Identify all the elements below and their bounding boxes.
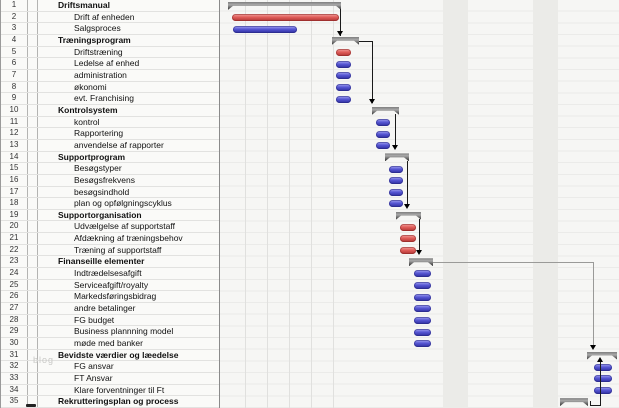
task-name-cell[interactable]: FG budget <box>74 314 115 325</box>
table-row[interactable] <box>1 117 219 129</box>
task-name-cell[interactable]: FT Ansvar <box>74 373 113 383</box>
task-bar[interactable] <box>594 375 612 382</box>
task-name-cell[interactable]: Indtrædelsesafgift <box>74 268 142 279</box>
task-name-cell[interactable]: Supportprogram <box>58 151 126 162</box>
task-name-cell[interactable]: Finanseille elementer <box>58 256 145 267</box>
indicator-cell[interactable] <box>28 35 38 46</box>
link-arrowhead-icon <box>369 99 375 104</box>
table-row[interactable] <box>1 58 219 70</box>
row-number-cell[interactable]: 25 <box>1 280 28 291</box>
indicator-cell[interactable] <box>28 373 38 384</box>
table-row[interactable] <box>1 268 219 280</box>
task-name-cell[interactable]: Driftstræning <box>74 46 123 57</box>
link-arrowhead-icon <box>597 357 603 362</box>
row-number-cell[interactable]: 31 <box>1 350 28 361</box>
task-bar[interactable] <box>376 131 390 138</box>
indicator-cell[interactable] <box>28 175 38 186</box>
row-number-cell[interactable]: 20 <box>1 221 28 232</box>
task-bar[interactable] <box>414 317 431 324</box>
indicator-cell[interactable] <box>28 128 38 139</box>
task-bar[interactable] <box>336 84 351 91</box>
link-line <box>590 401 591 406</box>
table-row[interactable] <box>1 0 219 12</box>
indicator-cell[interactable] <box>28 12 38 23</box>
row-number-cell[interactable]: 8 <box>1 82 28 93</box>
row-number-cell[interactable]: 12 <box>1 128 28 139</box>
chart-gridline-vertical <box>333 0 334 408</box>
task-bar[interactable] <box>414 294 431 301</box>
task-bar[interactable] <box>594 364 612 371</box>
row-number-cell[interactable]: 22 <box>1 245 28 256</box>
indicator-cell[interactable] <box>28 291 38 302</box>
link-line <box>433 262 593 263</box>
row-number-cell[interactable]: 7 <box>1 70 28 81</box>
row-number-cell[interactable]: 3 <box>1 23 28 34</box>
indicator-cell[interactable] <box>28 326 38 337</box>
row-number-cell[interactable]: 30 <box>1 338 28 349</box>
indicator-cell[interactable] <box>28 233 38 244</box>
task-name-cell[interactable]: Besøgstyper <box>74 163 122 174</box>
table-row[interactable] <box>1 385 219 397</box>
link-line <box>372 41 373 103</box>
task-name-cell[interactable]: Ledelse af enhed <box>74 58 140 69</box>
table-row[interactable] <box>1 82 219 94</box>
row-number-cell[interactable]: 34 <box>1 385 28 396</box>
indicator-cell[interactable] <box>28 152 38 163</box>
indicator-cell[interactable] <box>28 23 38 34</box>
link-line <box>419 219 420 253</box>
chart-gridline-vertical <box>267 0 268 408</box>
task-bar[interactable] <box>414 305 431 312</box>
indicator-cell[interactable] <box>28 163 38 174</box>
indicator-cell[interactable] <box>28 93 38 104</box>
task-bar[interactable] <box>594 387 612 394</box>
row-number-cell[interactable]: 9 <box>1 93 28 104</box>
row-number-cell[interactable]: 10 <box>1 105 28 116</box>
watermark-text: blog <box>33 355 55 365</box>
task-bar[interactable] <box>414 282 431 289</box>
table-row[interactable] <box>1 47 219 59</box>
task-name-cell[interactable]: Drift af enheden <box>74 11 135 22</box>
task-bar[interactable] <box>414 340 431 347</box>
task-bar[interactable] <box>414 329 431 336</box>
indicator-cell[interactable] <box>28 210 38 221</box>
table-row[interactable] <box>1 93 219 105</box>
task-bar[interactable] <box>389 200 403 207</box>
task-name-cell[interactable]: Bevidste værdier og læedelse <box>58 349 179 360</box>
task-bar[interactable] <box>376 142 390 149</box>
table-row[interactable] <box>1 338 219 350</box>
table-row[interactable] <box>1 23 219 35</box>
row-number-cell[interactable]: 16 <box>1 175 28 186</box>
table-row[interactable] <box>1 187 219 199</box>
table-row[interactable] <box>1 175 219 187</box>
indicator-cell[interactable] <box>28 280 38 291</box>
row-number-cell[interactable]: 5 <box>1 47 28 58</box>
table-row[interactable] <box>1 152 219 164</box>
task-bar[interactable] <box>336 61 351 68</box>
row-number-cell[interactable]: 33 <box>1 373 28 384</box>
task-bar[interactable] <box>376 119 390 126</box>
table-row[interactable] <box>1 291 219 303</box>
table-row[interactable] <box>1 210 219 222</box>
task-name-cell[interactable]: andre betalinger <box>74 303 136 314</box>
task-bar[interactable] <box>400 224 416 231</box>
row-number-cell[interactable]: 24 <box>1 268 28 279</box>
indicator-cell[interactable] <box>28 256 38 267</box>
task-name-cell[interactable]: FG ansvar <box>74 361 114 372</box>
task-name-cell[interactable]: Kontrolsystem <box>58 104 118 115</box>
task-bar[interactable] <box>336 96 351 103</box>
row-number-cell[interactable]: 6 <box>1 58 28 69</box>
task-name-cell[interactable]: Driftsmanual <box>58 0 110 10</box>
task-bar[interactable] <box>336 49 351 56</box>
task-name-cell[interactable]: besøgsindhold <box>74 186 130 197</box>
indicator-cell[interactable] <box>28 315 38 326</box>
chart-gridline-vertical <box>245 0 246 408</box>
table-row[interactable] <box>1 326 219 338</box>
link-arrowhead-icon <box>404 204 410 209</box>
link-arrowhead-icon <box>416 250 422 255</box>
indicator-cell[interactable] <box>28 47 38 58</box>
task-name-cell[interactable]: Træning af supportstaff <box>74 244 162 255</box>
link-arrowhead-icon <box>337 31 343 36</box>
table-row[interactable] <box>1 163 219 175</box>
task-name-cell[interactable]: evt. Franchising <box>74 93 134 104</box>
row-number-cell[interactable]: 21 <box>1 233 28 244</box>
table-row[interactable] <box>1 198 219 210</box>
indicator-cell[interactable] <box>28 117 38 128</box>
task-bar[interactable] <box>232 14 339 21</box>
indicator-cell[interactable] <box>28 82 38 93</box>
link-line <box>590 405 601 406</box>
task-name-cell[interactable]: Udvælgelse af supportstaff <box>74 221 175 232</box>
task-name-cell[interactable]: Klare forventninger til Ft <box>74 384 165 395</box>
task-name-cell[interactable]: Afdækning af træningsbehov <box>74 233 183 244</box>
task-name-cell[interactable]: Salgsproces <box>74 23 121 34</box>
task-bar[interactable] <box>389 166 403 173</box>
task-bar[interactable] <box>414 270 431 277</box>
indicator-cell[interactable] <box>28 187 38 198</box>
row-number-cell[interactable]: 29 <box>1 326 28 337</box>
indicator-cell[interactable] <box>28 385 38 396</box>
chart-weekend-band <box>533 0 558 408</box>
row-number-cell[interactable]: 15 <box>1 163 28 174</box>
task-name-cell[interactable]: anvendelse af rapporter <box>74 139 164 150</box>
indicator-cell[interactable] <box>28 198 38 209</box>
row-number-cell[interactable]: 18 <box>1 198 28 209</box>
task-name-cell[interactable]: møde med banker <box>74 338 143 349</box>
task-table <box>0 0 220 408</box>
task-name-cell[interactable]: Rekrutteringsplan og process <box>58 396 179 407</box>
partial-row-marker <box>26 404 36 407</box>
table-row[interactable] <box>1 35 219 47</box>
row-number-cell[interactable]: 11 <box>1 117 28 128</box>
row-number-cell[interactable]: 2 <box>1 12 28 23</box>
task-bar[interactable] <box>389 189 403 196</box>
table-row[interactable] <box>1 256 219 268</box>
task-name-cell[interactable]: administration <box>74 69 127 80</box>
table-row[interactable] <box>1 280 219 292</box>
indicator-cell[interactable] <box>28 0 38 11</box>
chart-weekend-band <box>443 0 468 408</box>
row-number-cell[interactable]: 28 <box>1 315 28 326</box>
indicator-cell[interactable] <box>28 140 38 151</box>
indicator-cell[interactable] <box>28 268 38 279</box>
indicator-cell[interactable] <box>28 105 38 116</box>
task-name-cell[interactable]: Besøgsfrekvens <box>74 174 135 185</box>
indicator-cell[interactable] <box>28 70 38 81</box>
task-name-cell[interactable]: Business plannning model <box>74 326 174 337</box>
task-bar[interactable] <box>400 235 416 242</box>
indicator-cell[interactable] <box>28 338 38 349</box>
link-line <box>593 262 594 348</box>
link-arrowhead-icon <box>392 145 398 150</box>
indicator-cell[interactable] <box>28 245 38 256</box>
task-bar[interactable] <box>233 26 297 33</box>
task-bar[interactable] <box>400 247 416 254</box>
task-bar[interactable] <box>336 72 351 79</box>
row-number-cell[interactable]: 4 <box>1 35 28 46</box>
task-name-cell[interactable]: plan og opfølgningscyklus <box>74 198 172 209</box>
chart-gridline-vertical <box>311 0 312 408</box>
table-row[interactable] <box>1 315 219 327</box>
task-name-cell[interactable]: Supportorganisation <box>58 209 142 220</box>
table-row[interactable] <box>1 128 219 140</box>
link-line <box>600 362 601 406</box>
chart-gridline-vertical <box>289 0 290 408</box>
task-name-cell[interactable]: Rapportering <box>74 128 124 139</box>
link-arrowhead-icon <box>590 345 596 350</box>
task-bar[interactable] <box>389 177 403 184</box>
row-number-cell[interactable]: 17 <box>1 187 28 198</box>
row-number-cell[interactable]: 32 <box>1 361 28 372</box>
row-number-cell[interactable]: 35 <box>1 396 28 407</box>
row-number-cell[interactable]: 27 <box>1 303 28 314</box>
task-name-cell[interactable]: økonomi <box>74 81 107 92</box>
link-line <box>395 114 396 148</box>
row-number-cell[interactable]: 1 <box>1 0 28 11</box>
link-line <box>359 41 373 42</box>
indicator-cell[interactable] <box>28 303 38 314</box>
row-number-cell[interactable]: 23 <box>1 256 28 267</box>
task-name-cell[interactable]: kontrol <box>74 116 100 127</box>
table-row[interactable] <box>1 12 219 24</box>
table-row[interactable] <box>1 303 219 315</box>
table-row[interactable] <box>1 245 219 257</box>
table-row[interactable] <box>1 105 219 117</box>
row-number-cell[interactable]: 19 <box>1 210 28 221</box>
indicator-cell[interactable] <box>28 221 38 232</box>
table-row[interactable] <box>1 70 219 82</box>
table-row[interactable] <box>1 373 219 385</box>
task-name-cell[interactable]: Markedsføringsbidrag <box>74 291 157 302</box>
row-number-cell[interactable]: 26 <box>1 291 28 302</box>
table-row[interactable] <box>1 140 219 152</box>
row-number-cell[interactable]: 13 <box>1 140 28 151</box>
table-row[interactable] <box>1 233 219 245</box>
task-name-cell[interactable]: Træningsprogram <box>58 34 131 45</box>
task-name-cell[interactable]: Serviceafgift/royalty <box>74 279 149 290</box>
indicator-cell[interactable] <box>28 58 38 69</box>
row-number-cell[interactable]: 14 <box>1 152 28 163</box>
table-row[interactable] <box>1 221 219 233</box>
link-line <box>407 161 408 207</box>
